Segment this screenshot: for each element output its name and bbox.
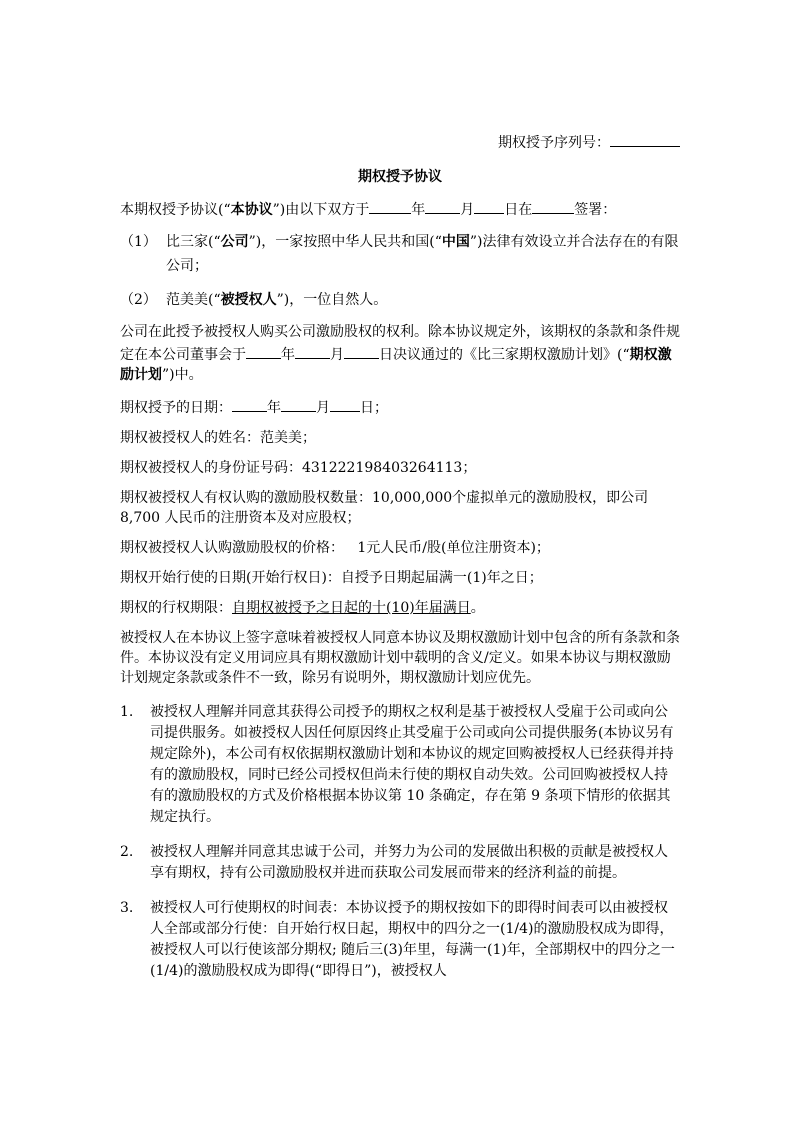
grant-month-blank	[295, 342, 330, 359]
party-2-text-1: 范美美(“	[166, 292, 221, 308]
clause-3-number: 3.	[120, 900, 134, 916]
grant-date-label: 期权授予的日期：	[120, 400, 232, 416]
intro-day-blank	[474, 197, 504, 214]
party-2-defined-grantee: 被授权人	[220, 292, 277, 308]
serial-number-line	[120, 130, 680, 155]
party-1-text-1: 比三家(“	[166, 234, 221, 250]
term-end: 。	[470, 600, 485, 616]
grant-date-day-blank	[330, 395, 360, 412]
serial-number-label: 期权授予序列号：	[498, 135, 610, 151]
party-1	[120, 230, 680, 278]
intro-month-label: 月	[460, 202, 475, 218]
document-content	[120, 130, 680, 996]
clause-1	[120, 702, 680, 828]
intro-defined-term: 本协议	[230, 202, 273, 218]
intro-place-blank	[532, 197, 574, 214]
start-date-line: 期权开始行使的日期(开始行权日)：自授予日期起届满一(1)年之日；	[120, 570, 543, 586]
party-2	[120, 288, 680, 312]
grant-text-3: ”)中。	[162, 367, 203, 383]
price-value: 1元人民币/股(单位注册资本)；	[357, 540, 550, 556]
grant-date-month-blank	[281, 395, 316, 412]
clause-1-text: 被授权人理解并同意其获得公司授予的期权之权利是基于被授权人受雇于公司或向公司提供服务。如被授权人因任何原因终止其受雇于公司或向公司提供服务(本协议另有规定除外)，本公司有权依据期权激励计划和本协议的规定回购被授权人已经获得并持有的激励股权，同时已经公司授权但尚未行使的期权自动失效。公司回购被授权人持有的激励股权的方式及价格根据本协议第 10 条确定，存在第 9 条项下情形的依据其规定执行。	[150, 704, 674, 825]
term-label: 期权的行权期限：	[120, 600, 232, 616]
clause-3	[120, 898, 680, 982]
party-1-number: （1）	[120, 234, 157, 250]
grant-date-line	[120, 395, 680, 418]
clause-3-text: 被授权人可行使期权的时间表：本协议授予的期权按如下的即得时间表可以由被授权人全部或部分行使：自开始行权日起，期权中的四分之一(1/4)的激励股权成为即得，被授权人可以行使该部分期权; 随后三(3)年里，每满一(1)年，全部期权中的四分之一(1/4)的激励股权成为即得(“即得日”)，被授权人	[150, 900, 675, 979]
clause-2	[120, 842, 680, 884]
party-1-text-3: ”)法律有效设立并合法存在的有限公司；	[166, 234, 679, 274]
grant-text-2: 日决议通过的《比三家期权激励计划》(“	[379, 347, 630, 363]
grantee-id-line: 期权被授权人的身份证号码：431222198403264113；	[120, 460, 477, 476]
term-line	[120, 598, 680, 618]
grant-month-label: 月	[330, 347, 344, 363]
intro-text-2: ”)由以下双方于	[272, 202, 370, 218]
party-1-text-2: ”)，一家按照中华人民共和国(“	[248, 234, 442, 250]
price-line	[120, 538, 680, 558]
acknowledgement-paragraph: 被授权人在本协议上签字意味着被授权人同意本协议及期权激励计划中包含的所有条款和条件。本协议没有定义用词应具有期权激励计划中载明的含义/定义。如果本协议与期权激励计划规定条款或条件不一致，除另有说明外，期权激励计划应优先。	[120, 630, 680, 686]
intro-month-blank	[425, 197, 460, 214]
shares-paragraph: 期权被授权人有权认购的激励股权数量：10,000,000个虚拟单元的激励股权，即公司 8,700 人民币的注册资本及对应股权；	[120, 490, 649, 526]
clause-2-text: 被授权人理解并同意其忠诚于公司，并努力为公司的发展做出积极的贡献是被授权人享有期权，持有公司激励股权并进而获取公司发展而带来的经济利益的前提。	[150, 844, 668, 881]
serial-number-blank	[610, 130, 680, 147]
grant-text-1: 公司在此授予被授权人购买公司激励股权的权利。除本协议规定外，该期权的条款和条件规定在本公司董事会于	[120, 324, 680, 363]
grant-date-year-label: 年	[267, 400, 281, 416]
party-2-text-2: ”)，一位自然人。	[276, 292, 388, 308]
term-value: 自期权被授予之日起的十(10)年届满日	[232, 600, 471, 616]
party-2-number: （2）	[120, 292, 157, 308]
price-label: 期权被授权人认购激励股权的价格：	[120, 540, 344, 556]
clause-2-number: 2.	[120, 844, 134, 860]
intro-year-label: 年	[411, 202, 426, 218]
grant-date-year-blank	[232, 395, 267, 412]
intro-year-blank	[369, 197, 411, 214]
grant-year-label: 年	[281, 347, 295, 363]
grant-day-blank	[344, 342, 379, 359]
intro-text-1: 本期权授予协议(“	[120, 202, 231, 218]
intro-paragraph	[120, 197, 680, 220]
party-1-defined-china: 中国	[441, 234, 470, 250]
grant-paragraph	[120, 322, 680, 385]
document-title: 期权授予协议	[358, 169, 442, 185]
grant-date-day-label: 日；	[360, 400, 388, 416]
clause-1-number: 1.	[120, 704, 134, 720]
grant-year-blank	[246, 342, 281, 359]
intro-text-end: 签署：	[574, 202, 617, 218]
party-1-defined-company: 公司	[220, 234, 249, 250]
intro-day-label: 日在	[504, 202, 533, 218]
grant-date-month-label: 月	[316, 400, 330, 416]
grantee-name-line: 期权被授权人的姓名：范美美；	[120, 430, 316, 446]
grant-defined-plan: 期权激励计划	[120, 347, 672, 383]
